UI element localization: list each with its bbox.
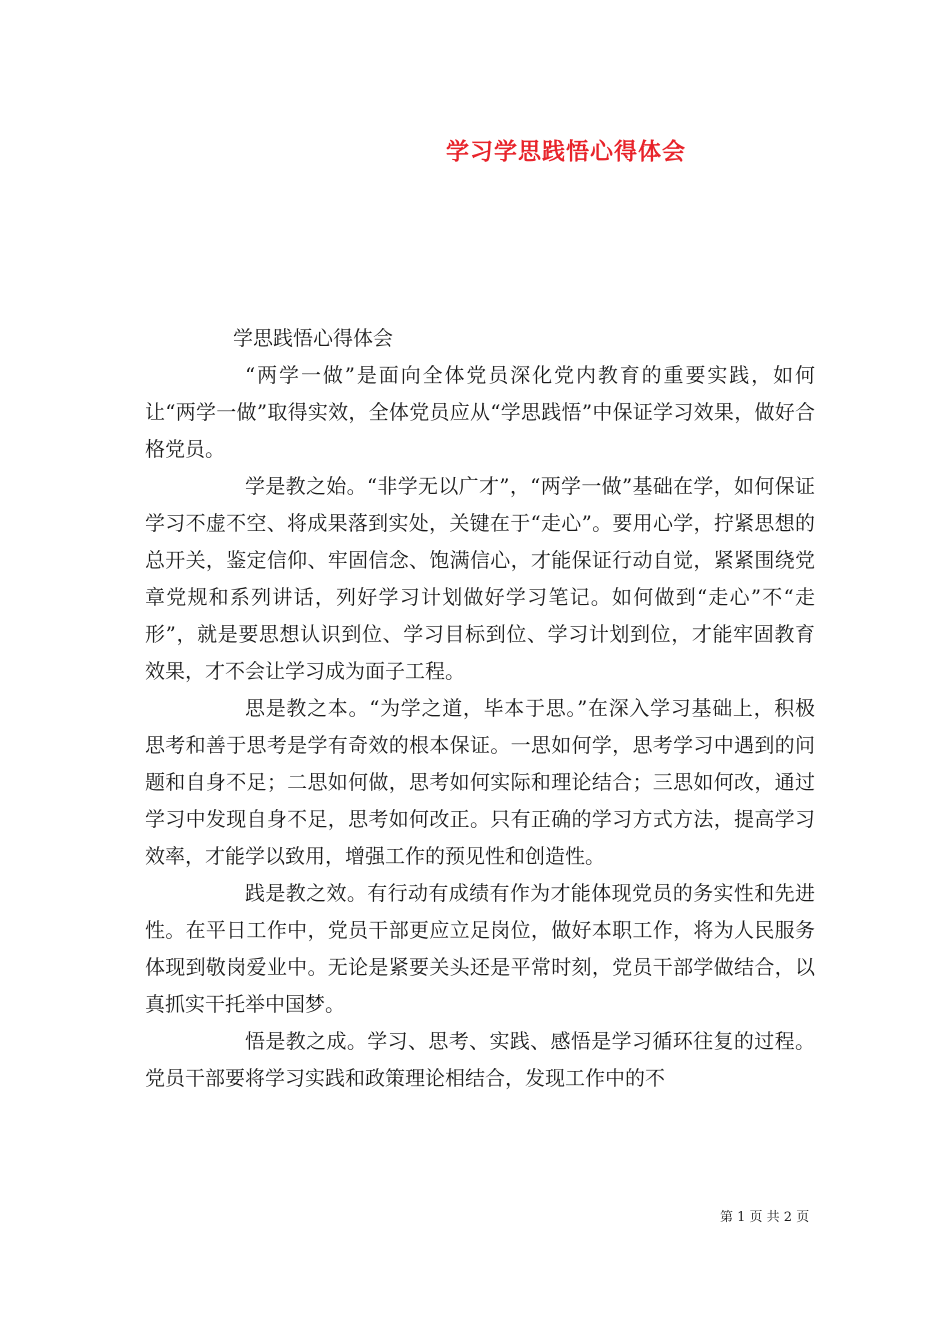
document-title: 学习学思践悟心得体会 [446, 138, 686, 165]
paragraph-study: 学是教之始。“非学无以广才”，“两学一做”基础在学，如何保证学习不虚不空、将成果落到实处，关键在于“走心”。要用心学，拧紧思想的总开关，鉴定信仰、牢固信念、饱满信心，才能保证行动自觉，紧紧围绕党章党规和系列讲话，列好学习计划做好学习笔记。如何做到“走心”不“走形”，就是要思想认识到位、学习目标到位、学习计划到位，才能牢固教育效果，才不会让学习成为面子工程。 [145, 474, 815, 683]
paragraph-think: 思是教之本。“为学之道，毕本于思。”在深入学习基础上，积极思考和善于思考是学有奇效的根本保证。一思如何学，思考学习中遇到的问题和自身不足；二思如何做，思考如何实际和理论结合；三思如何改，通过学习中发现自身不足，思考如何改正。只有正确的学习方式方法，提高学习效率，才能学以致用，增强工作的预见性和创造性。 [145, 696, 815, 868]
document-subtitle: 学思践悟心得体会 [233, 326, 393, 350]
paragraph-intro: “两学一做”是面向全体党员深化党内教育的重要实践，如何让“两学一做”取得实效，全体党员应从“学思践悟”中保证学习效果，做好合格党员。 [145, 363, 815, 461]
paragraph-realize: 悟是教之成。学习、思考、实践、感悟是学习循环往复的过程。党员干部要将学习实践和政策理论相结合，发现工作中的不 [145, 1029, 815, 1090]
paragraph-practice: 践是教之效。有行动有成绩有作为才能体现党员的务实性和先进性。在平日工作中，党员干部更应立足岗位，做好本职工作，将为人民服务体现到敬岗爱业中。无论是紧要关头还是平常时刻，党员干部学做结合，以真抓实干托举中国梦。 [145, 881, 815, 1016]
page-number-footer: 第 1 页 共 2 页 [720, 1210, 810, 1225]
document-body [145, 320, 815, 1097]
